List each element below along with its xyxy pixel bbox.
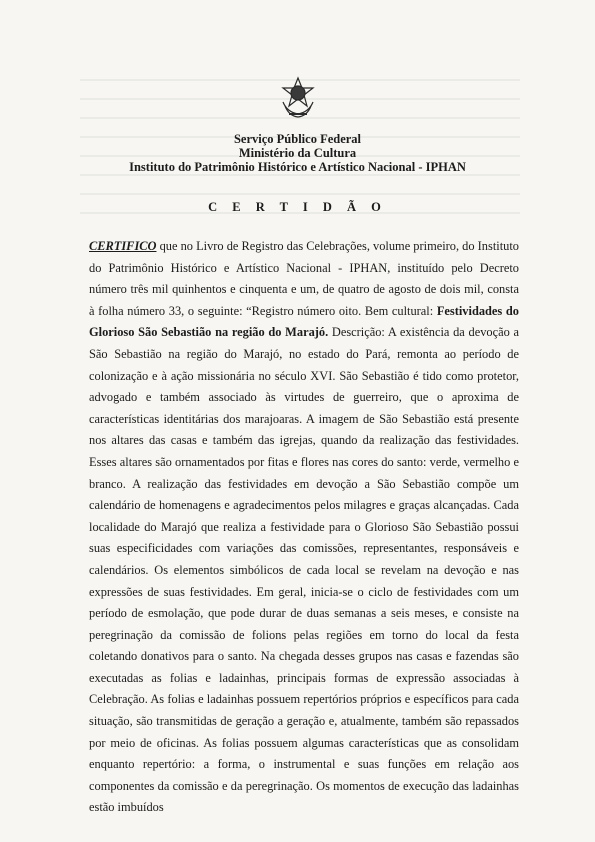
institution-header <box>0 132 595 174</box>
certifico-lead: CERTIFICO <box>89 239 157 253</box>
coat-of-arms-seal-icon <box>279 76 317 118</box>
cultural-asset-name: Festividades do Glorioso São Sebastião na região do Marajó. <box>89 303 519 340</box>
certificate-body <box>89 236 519 819</box>
header-line-institute: Instituto do Patrimônio Histórico e Artístico Nacional - IPHAN <box>129 160 466 174</box>
header-line-ministry: Ministério da Cultura <box>238 146 357 160</box>
header-line-service: Serviço Público Federal <box>233 132 362 146</box>
body-text-part2: Descrição: A existência da devoção a São Sebastião na região do Marajó, no estado do Pará, remonta ao período de colonização e à ação missionária no século XVI. São Sebastião é tido como protetor, advogado e também associado às virtudes de guerreiro, que o aproxima de características identitárias dos marajoaras. A imagem de São Sebastião está presente nos altares das casas e também das igrejas, quando da realização das festividades. Esses altares são ornamentados por fitas e flores nas cores do santo: verde, vermelho e branco. A realização das festividades em devoção a São Sebastião compõe um calendário de homenagens e agradecimentos pelos milagres e graças alcançadas. Cada localidade do Marajó que realiza a festividade para o Glorioso São Sebastião possui suas especificidades com variações das comissões, representantes, responsáveis e calendários. Os elementos simbólicos de cada local se revelam na devoção e nas expressões de suas festividades. Em geral, inicia-se o ciclo de festividades com um período de esmolação, que pode durar de duas semanas a seis meses, e consiste na peregrinação da comissão de folions pelas regiões em torno do local da festa coletando donativos para o santo. Na chegada desses grupos nas casas e fazendas são executadas as folias e ladainhas, principais formas de expressão associadas à Celebração. As folias e ladainhas possuem repertórios próprios e específicos para cada situação, são transmitidas de geração a geração e, atualmente, também são repassados por meio de oficinas. As folias possuem algumas características que as consolidam enquanto repertório: a forma, o instrumental e suas funções em relação aos componentes da comissão e da peregrinação. Os momentos de execução das ladainhas estão imbuídos <box>89 325 519 815</box>
body-text-part1: que no Livro de Registro das Celebrações, volume primeiro, do Instituto do Patrimônio Histórico e Artístico Nacional - IPHAN, instituído pelo Decreto número três mil quinhentos e cinquenta e um, de quatro de agosto de dois mil, consta à folha número 33, o seguinte: “Registro número oito. Bem cultural: <box>89 239 519 318</box>
document-title: C E R T I D Ã O <box>208 200 387 214</box>
